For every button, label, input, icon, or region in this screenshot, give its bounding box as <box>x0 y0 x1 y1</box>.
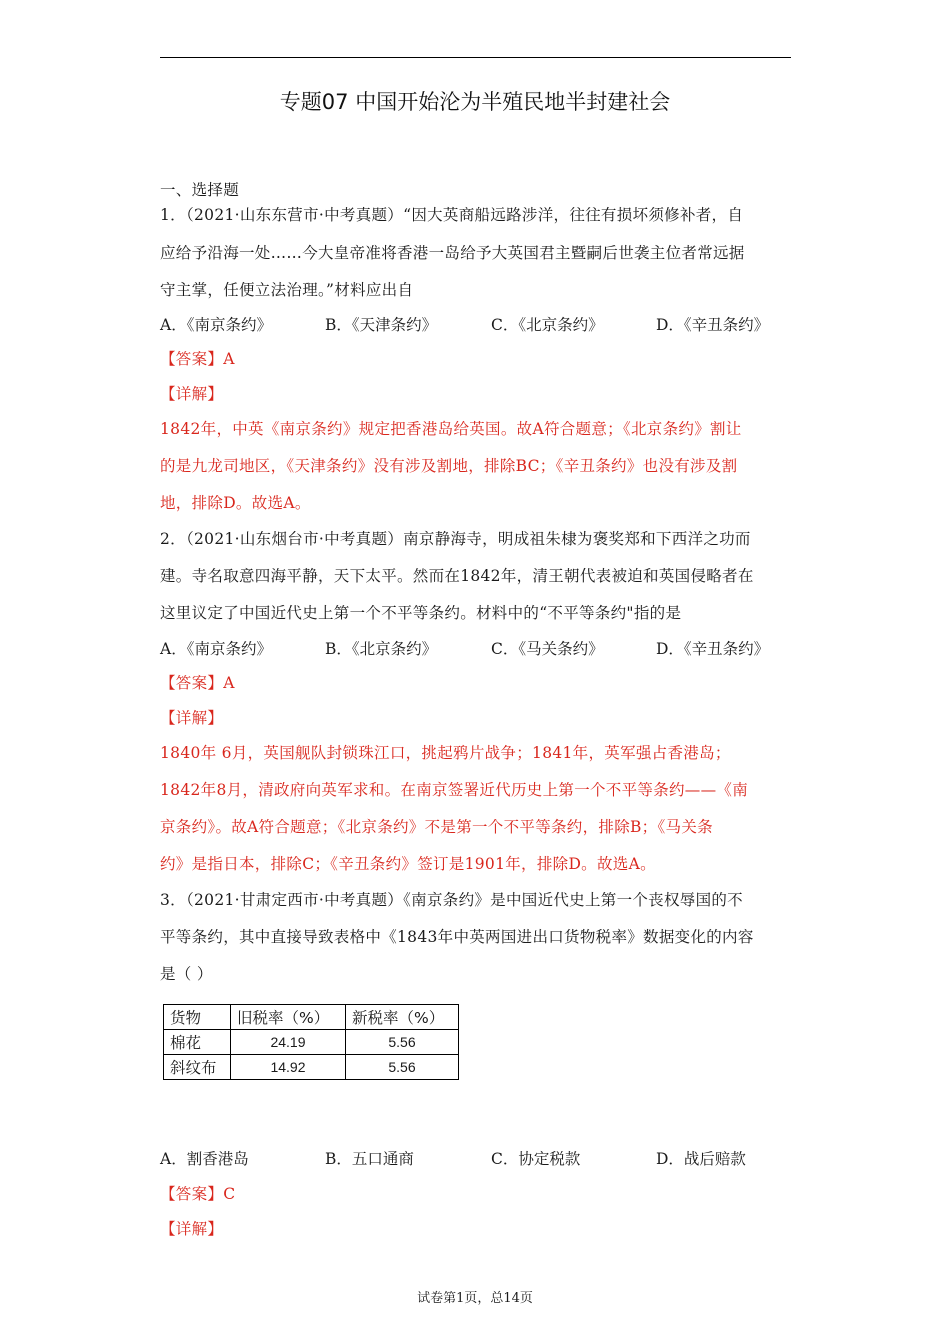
table-cell: 24.19 <box>231 1030 346 1055</box>
q3-line-2: 平等条约，其中直接导致表格中《1843年中英两国进出口货物税率》数据变化的内容 <box>160 928 754 946</box>
table-cell: 斜纹布 <box>164 1055 231 1080</box>
q3-line-3: 是（ ） <box>160 965 213 983</box>
page-title: 专题07 中国开始沦为半殖民地半封建社会 <box>279 90 671 114</box>
q2-option-b: B．《北京条约》 <box>325 640 438 658</box>
header-rule <box>160 57 791 58</box>
tax-rate-table <box>163 1004 459 1080</box>
page-footer: 试卷第1页，总14页 <box>417 1291 533 1306</box>
table-row <box>164 1055 459 1080</box>
q1-answer: 【答案】A <box>160 350 235 368</box>
table-header-row <box>164 1005 459 1030</box>
q2-option-d: D．《辛丑条约》 <box>656 640 770 658</box>
q3-line-1: 3．（2021·甘肃定西市·中考真题）《南京条约》是中国近代史上第一个丧权辱国的不 <box>160 891 743 909</box>
q2-detail-line-4: 约》是指日本，排除C；《辛丑条约》签订是1901年，排除D。故选A。 <box>160 855 656 873</box>
table-header: 旧税率（%） <box>231 1005 346 1030</box>
table-cell: 棉花 <box>164 1030 231 1055</box>
table-header: 新税率（%） <box>346 1005 459 1030</box>
q3-detail-label: 【详解】 <box>160 1220 224 1238</box>
q2-detail-line-3: 京条约》。故A符合题意；《北京条约》不是第一个不平等条约，排除B；《马关条 <box>160 818 713 836</box>
q2-option-a: A．《南京条约》 <box>160 640 272 658</box>
table-cell: 5.56 <box>346 1030 459 1055</box>
q2-answer: 【答案】A <box>160 674 235 692</box>
section-heading: 一、选择题 <box>160 181 240 199</box>
q1-line-2: 应给予沿海一处……今大皇帝准将香港一岛给予大英国君主暨嗣后世袭主位者常远据 <box>160 244 745 262</box>
q1-option-a: A．《南京条约》 <box>160 316 272 334</box>
q1-line-1: 1．（2021·山东东营市·中考真题）“因大英商船远路涉洋，往往有损坏须修补者，自 <box>160 206 744 224</box>
q2-detail-label: 【详解】 <box>160 709 224 727</box>
table-header: 货物 <box>164 1005 231 1030</box>
q1-detail-line-2: 的是九龙司地区，《天津条约》没有涉及割地，排除BC；《辛丑条约》也没有涉及割 <box>160 457 738 475</box>
q3-option-b: B．五口通商 <box>325 1150 414 1168</box>
q1-option-b: B．《天津条约》 <box>325 316 438 334</box>
q1-detail-line-1: 1842年，中英《南京条约》规定把香港岛给英国。故A符合题意；《北京条约》割让 <box>160 420 742 438</box>
q2-line-3: 这里议定了中国近代史上第一个不平等条约。材料中的“不平等条约"指的是 <box>160 604 682 622</box>
q2-option-c: C．《马关条约》 <box>491 640 604 658</box>
q2-line-1: 2．（2021·山东烟台市·中考真题）南京静海寺，明成祖朱棣为褒奖郑和下西洋之功而 <box>160 530 751 548</box>
table-cell: 14.92 <box>231 1055 346 1080</box>
q1-option-d: D．《辛丑条约》 <box>656 316 770 334</box>
q3-option-c: C．协定税款 <box>491 1150 581 1168</box>
q2-line-2: 建。寺名取意四海平静，天下太平。然而在1842年，清王朝代表被迫和英国侵略者在 <box>160 567 754 585</box>
q3-option-a: A．割香港岛 <box>160 1150 249 1168</box>
q1-option-c: C．《北京条约》 <box>491 316 604 334</box>
q3-answer: 【答案】C <box>160 1185 236 1203</box>
q2-detail-line-2: 1842年8月，清政府向英军求和。在南京签署近代历史上第一个不平等条约——《南 <box>160 781 749 799</box>
q1-detail-label: 【详解】 <box>160 385 224 403</box>
table-cell: 5.56 <box>346 1055 459 1080</box>
q1-line-3: 守主掌，任便立法治理。”材料应出自 <box>160 281 414 299</box>
table-row <box>164 1030 459 1055</box>
q1-detail-line-3: 地，排除D。故选A。 <box>160 494 311 512</box>
q3-option-d: D．战后赔款 <box>656 1150 746 1168</box>
q2-detail-line-1: 1840年 6月，英国舰队封锁珠江口，挑起鸦片战争；1841年，英军强占香港岛； <box>160 744 731 762</box>
